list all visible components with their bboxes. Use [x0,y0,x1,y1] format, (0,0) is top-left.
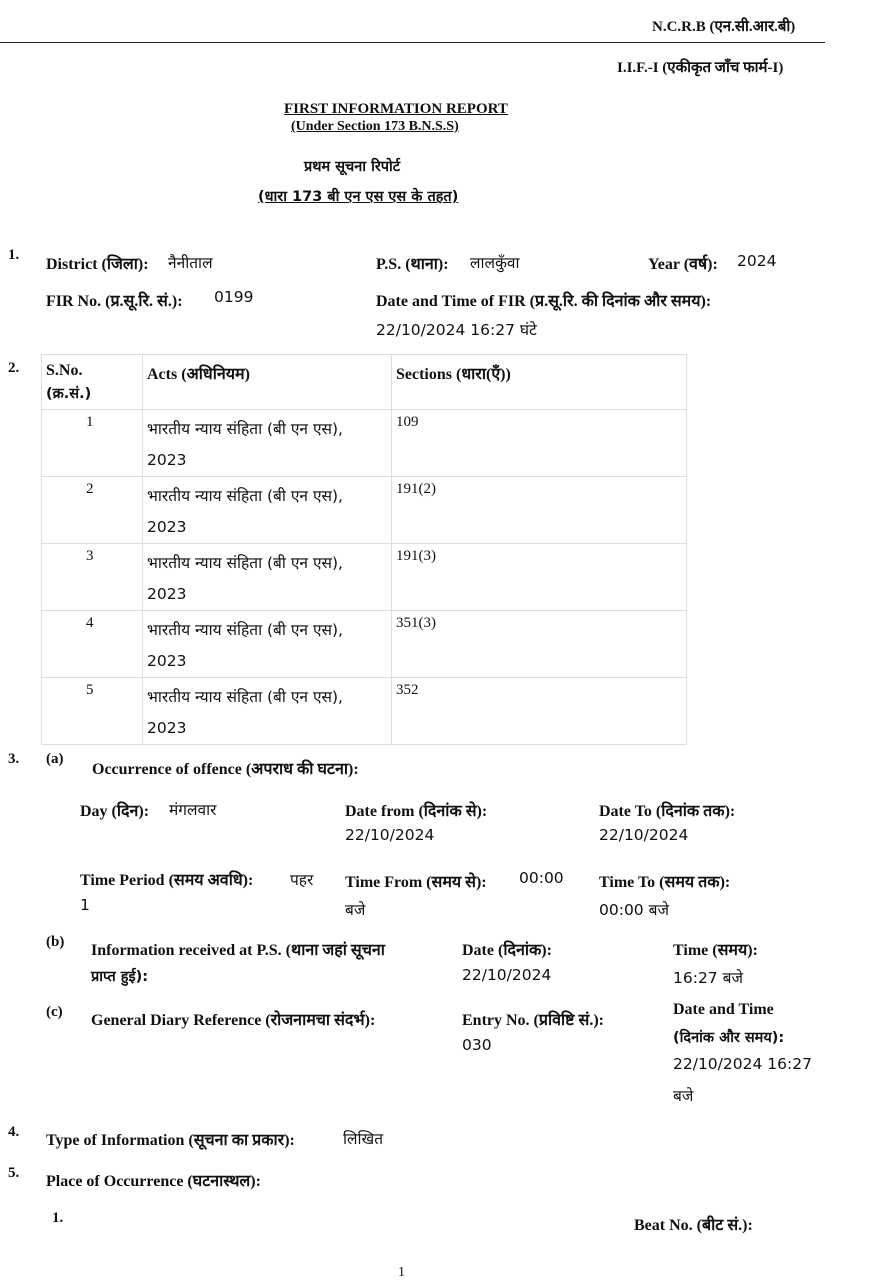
district-value: नैनीताल [168,254,213,272]
place-sub-number: 1. [52,1210,64,1226]
section-3-number: 3. [8,751,20,767]
row-act: भारतीय न्याय संहिता (बी एन एस), 2023 [147,487,343,536]
info-time-value: 16:27 बजे [673,969,743,987]
ncrb-label: N.C.R.B (एन.सी.आर.बी) [652,19,796,35]
date-to-label: Date To (दिनांक तक): [599,803,736,820]
day-label: Day (दिन): [80,803,150,820]
fir-datetime-value: 22/10/2024 16:27 घंटे [376,321,537,339]
occurrence-heading: Occurrence of offence (अपराध की घटना): [92,761,359,778]
row-act: भारतीय न्याय संहिता (बी एन एस), 2023 [147,554,343,603]
report-title-en: FIRST INFORMATION REPORT [284,101,508,117]
sections-header: Sections (धारा(एँ)) [392,355,687,410]
row-sno: 3 [86,548,94,564]
info-received-label: Information received at P.S. (थाना जहां सूचना [91,942,385,959]
sub-b-tag: (b) [46,934,65,950]
row-sno: 1 [86,414,94,430]
place-of-occurrence-label: Place of Occurrence (घटनास्थल): [46,1173,261,1190]
row-act: भारतीय न्याय संहिता (बी एन एस), 2023 [147,420,343,469]
table-row [42,678,687,745]
time-period-value-cont: 1 [80,896,90,914]
table-row [42,410,687,477]
row-sno: 4 [86,615,94,631]
info-date-label: Date (दिनांक): [462,942,552,959]
info-type-value: लिखित [343,1130,384,1148]
fir-number-value: 0199 [214,288,254,306]
gd-datetime-label: Date and Time [673,1001,774,1018]
entry-number-value: 030 [462,1036,492,1054]
beat-number-label: Beat No. (बीट सं.): [634,1217,753,1234]
report-subtitle-hi: (धारा 173 बी एन एस एस के तहत) [258,189,459,205]
time-to-value: 00:00 बजे [599,901,669,919]
district-label: District (जिला): [46,256,149,273]
police-station-value: लालकुँवा [470,254,520,272]
gd-datetime-value-cont: बजे [673,1087,694,1105]
time-to-label: Time To (समय तक): [599,874,731,891]
section-5-number: 5. [8,1165,20,1181]
table-row [42,611,687,678]
day-value: मंगलवार [169,801,217,819]
row-section: 109 [396,414,419,430]
general-diary-label: General Diary Reference (रोजनामचा संदर्भ): [91,1012,376,1029]
header-divider [0,42,825,43]
sno-header: S.No. (क्र.सं.) [42,355,143,410]
page-number: 1 [398,1265,405,1280]
row-section: 191(2) [396,481,436,497]
row-section: 191(3) [396,548,436,564]
entry-number-label: Entry No. (प्रविष्टि सं.): [462,1012,604,1029]
info-date-value: 22/10/2024 [462,966,552,984]
row-sno: 5 [86,682,94,698]
fir-datetime-label: Date and Time of FIR (प्र.सू.रि. की दिनांक और समय): [376,293,712,310]
time-from-value-cont: बजे [345,901,366,919]
table-row [42,477,687,544]
iif-label: I.I.F.-I (एकीकृत जाँच फार्म-I) [617,60,784,76]
report-title-hi: प्रथम सूचना रिपोर्ट [304,159,401,175]
row-act: भारतीय न्याय संहिता (बी एन एस), 2023 [147,688,343,737]
date-to-value: 22/10/2024 [599,826,689,844]
row-act: भारतीय न्याय संहिता (बी एन एस), 2023 [147,621,343,670]
info-time-label: Time (समय): [673,942,758,959]
year-label: Year (वर्ष): [648,256,718,273]
section-2-number: 2. [8,360,20,376]
police-station-label: P.S. (थाना): [376,256,449,273]
time-period-value: पहर [290,871,314,889]
fir-number-label: FIR No. (प्र.सू.रि. सं.): [46,293,183,310]
time-from-value: 00:00 [519,869,564,887]
acts-header: Acts (अधिनियम) [143,355,392,410]
sub-a-tag: (a) [46,751,64,767]
time-period-label: Time Period (समय अवधि): [80,872,254,889]
gd-datetime-value: 22/10/2024 16:27 [673,1055,812,1073]
year-value: 2024 [737,252,777,270]
date-from-value: 22/10/2024 [345,826,435,844]
acts-sections-table [41,354,687,745]
row-section: 351(3) [396,615,436,631]
table-row [42,544,687,611]
section-4-number: 4. [8,1124,20,1140]
row-sno: 2 [86,481,94,497]
info-type-label: Type of Information (सूचना का प्रकार): [46,1132,295,1149]
time-from-label: Time From (समय से): [345,874,487,891]
report-subtitle-en: (Under Section 173 B.N.S.S) [291,119,459,134]
info-received-label-cont: प्राप्त हुई): [91,969,149,985]
gd-datetime-label-cont: (दिनांक और समय): [673,1030,785,1046]
sub-c-tag: (c) [46,1004,63,1020]
row-section: 352 [396,682,419,698]
table-header-row [42,355,687,410]
section-1-number: 1. [8,247,20,263]
date-from-label: Date from (दिनांक से): [345,803,488,820]
